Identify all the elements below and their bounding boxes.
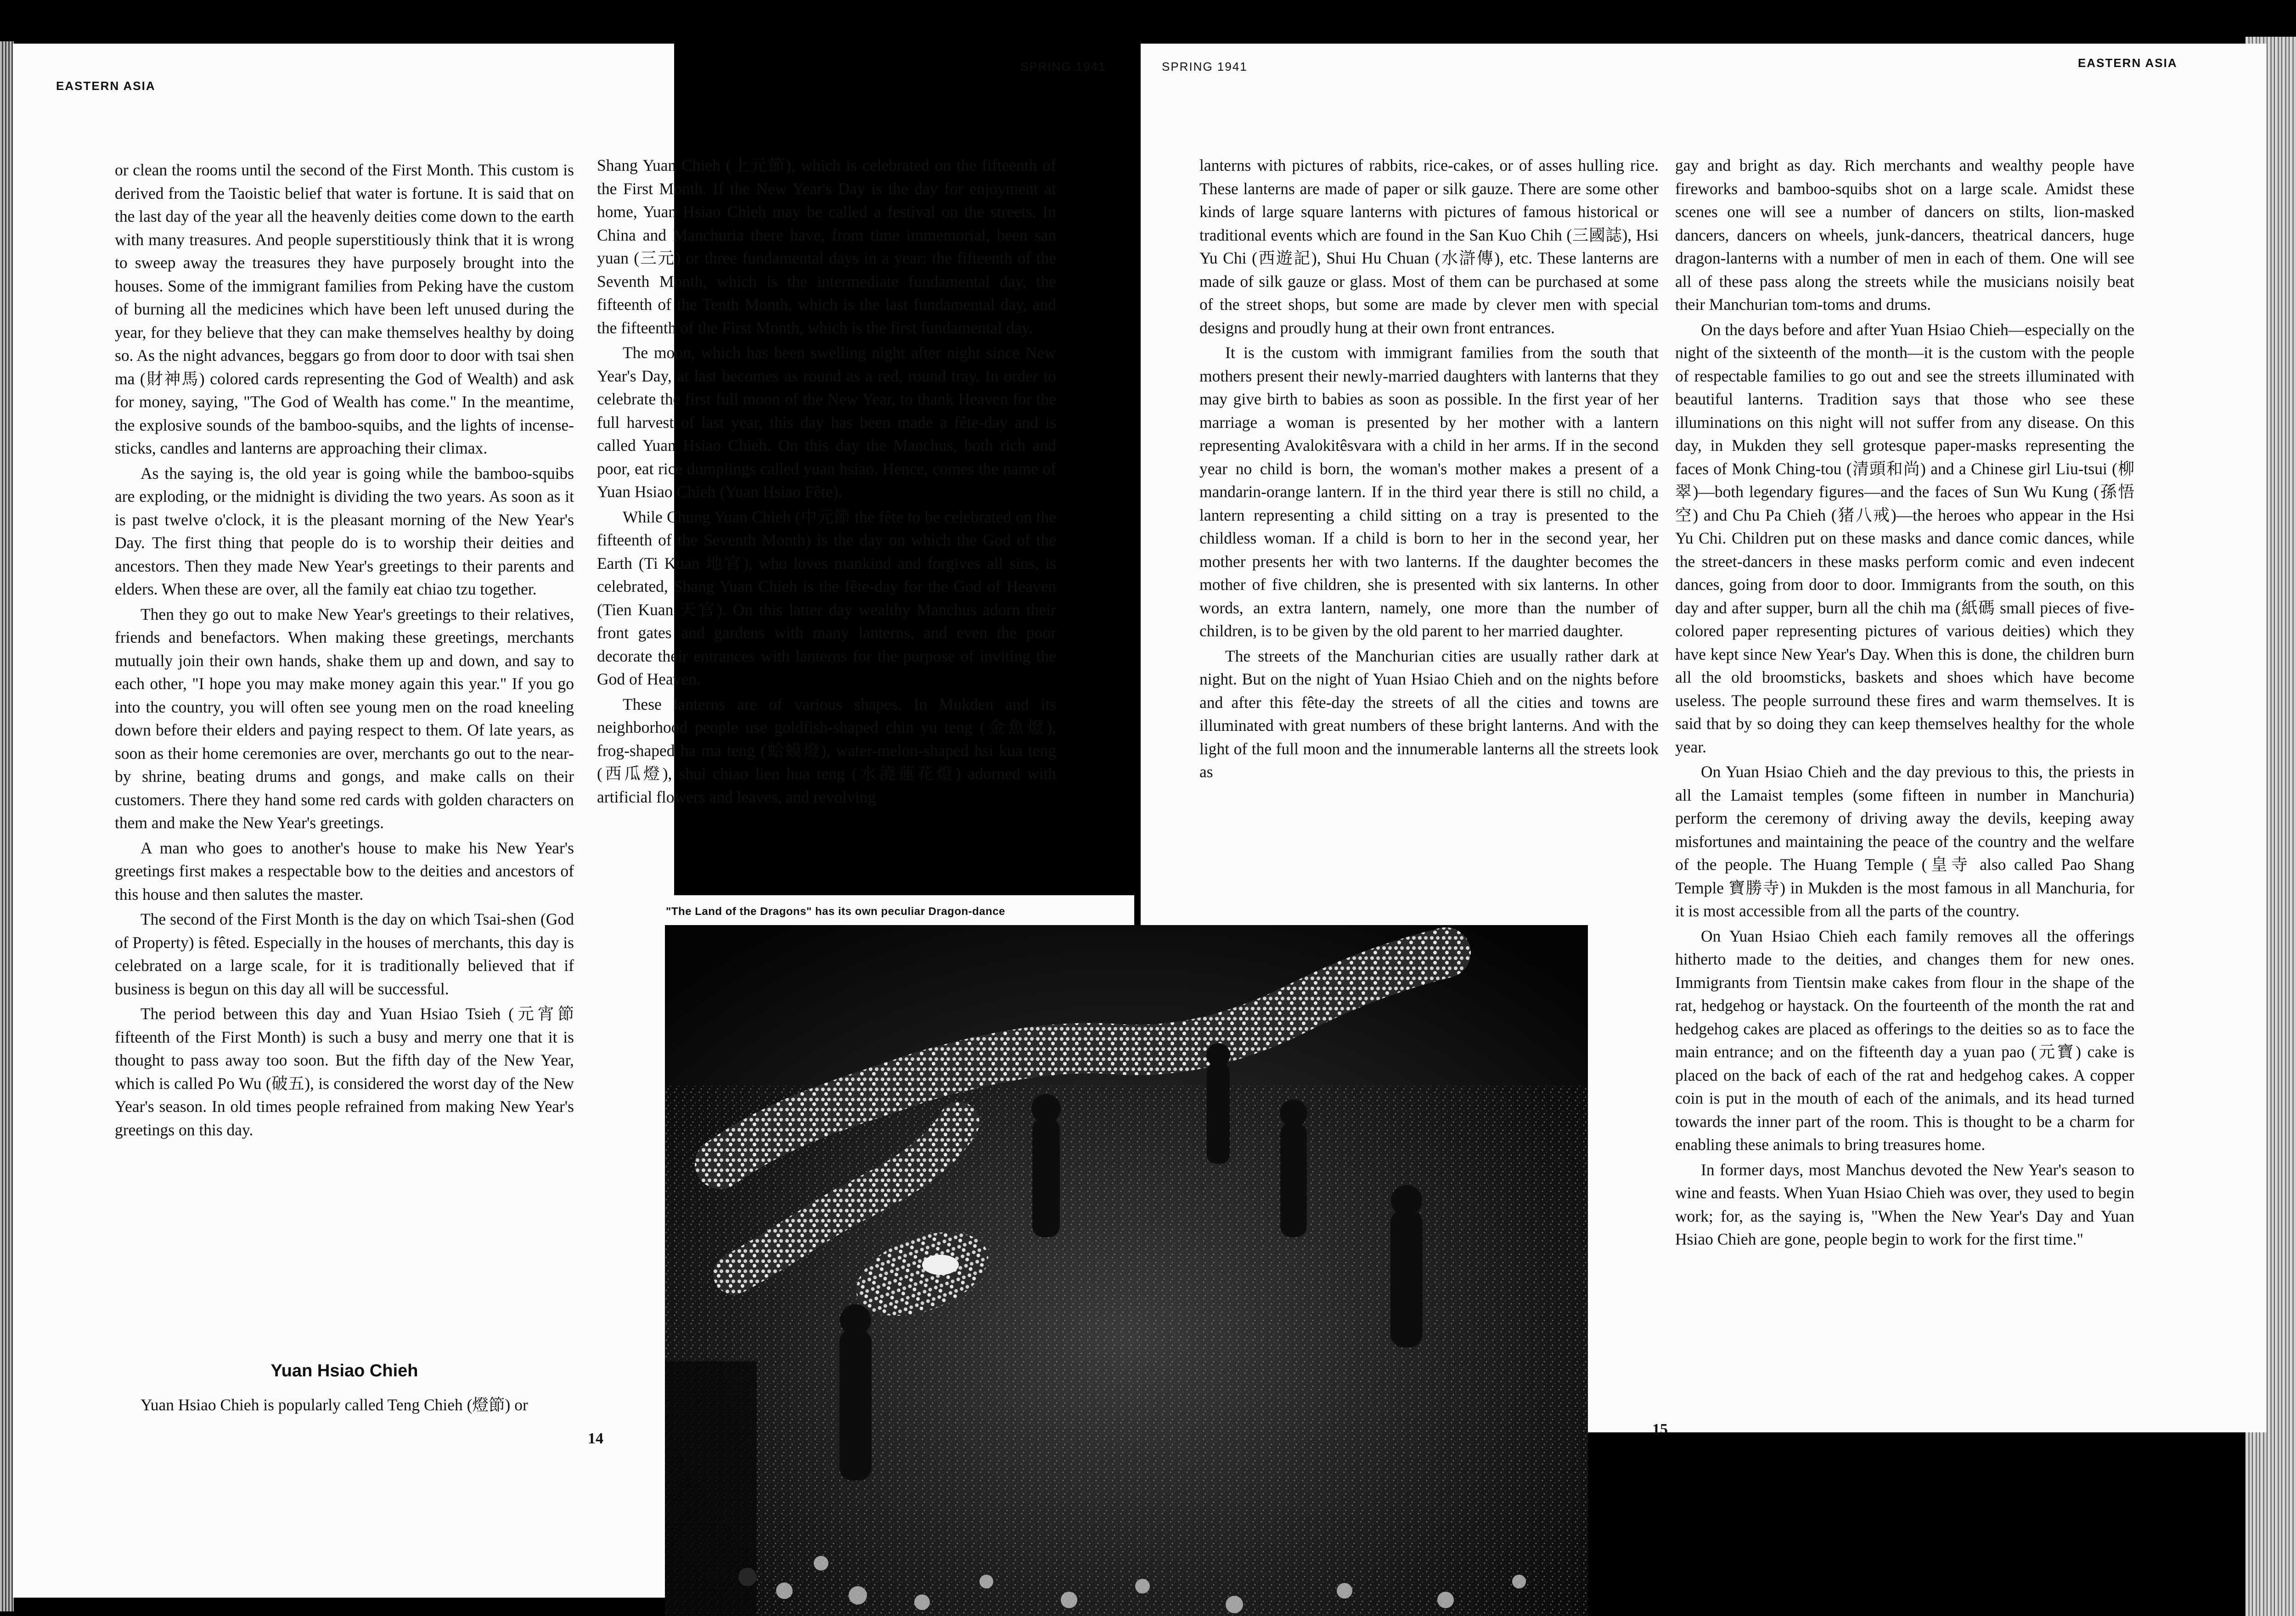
right-running-head: EASTERN ASIA (2078, 56, 2178, 70)
paragraph: In former days, most Manchus devoted the New Year's season to wine and feasts. When Yuan Hsiao Chieh was over, they used to begin work; for, as the saying is, "When the New Year's Day and Yuan Hsiao Chieh are gone, people begin to work for the first time." (1675, 1160, 2134, 1248)
paragraph: As the saying is, the old year is going while the bamboo-squibs are exploding, or the midnight is dividing the two years. As soon as it is past twelve o'clock, it is the pleasant morning of the New Year's Day. The first thing that people do is to worship their deities and ancestors. Then they made New Year's greetings to their parents and elders. When these are over, all the family eat chiao tzu together. (115, 464, 574, 598)
right-season-head: SPRING 1941 (1162, 60, 1248, 73)
paragraph: Shang Yuan Chieh (上元節), which is celebrated on the fifteenth of the First Month. If the New Year's Day is the day for enjoyment at home, Yuan Hsiao Chieh may be called a festival on the streets. In China and Manchuria there have, from time immemorial, been san yuan (三元) or three fundamental days in a year: the fifteenth of the Seventh Month, which is the intermediate fundamental day, the fifteenth of the Tenth Month, which is the last fundamental day, and the fifteenth of the First Month, which is the first fundamental day. (597, 156, 1056, 337)
paragraph: Yuan Hsiao Chieh is popularly called Teng Chieh (燈節) or (141, 1396, 528, 1414)
left-running-head: EASTERN ASIA (56, 79, 156, 93)
paragraph: lanterns with pictures of rabbits, rice-cakes, or of asses hulling rice. These lanterns are made of paper or silk gauze. There are some other kinds of large square lanterns with pictures of famous historical or traditional events which are found in the San Kuo Chih (三國誌), Hsi Yu Chi (西遊記), Shui Hu Chuan (水滸傳), etc. These lanterns are made of silk gauze or glass. Most of them can be purchased at some of the street shops, but some are made by clever men with special designs and proudly hung at their own front entrances. (1199, 156, 1659, 337)
photo-scene (665, 925, 1588, 1616)
section-heading: Yuan Hsiao Chieh (270, 1361, 418, 1380)
right-column-1 (1199, 154, 1659, 888)
book-edge-left (0, 41, 14, 1611)
paragraph: On Yuan Hsiao Chieh and the day previous to this, the priests in all the Lamaist temples (some fifteen in number in Manchuria) perform the ceremony of driving away the devils, keeping away misfortunes and maintaining the peace of the country and the welfare of the people. The Huang Temple (皇寺 also called Pao Shang Temple 寶勝寺) in Mukden is the most famous in all Manchuria, for it is most accessible from all the parts of the country. (1675, 763, 2134, 920)
paragraph: On Yuan Hsiao Chieh each family removes all the offerings hitherto made to the deities, and changes them for new ones. Immigrants from Tientsin make cakes from flour in the shape of the rat, hedgehog or haystack. On the fourteenth of the month the rat and hedgehog cakes are placed as offerings to the deities so as to face the main entrance; and on the fifteenth day a yuan pao (元寶) cake is placed on the back of each of the rat and hedgehog cakes. A copper coin is put in the mouth of each of the animals, and its head turned towards the inner part of the room. This is thought to be a charm for enabling these animals to bring treasures home. (1675, 926, 2134, 1154)
paragraph: gay and bright as day. Rich merchants and wealthy people have fireworks and bamboo-squibs shot on a large scale. Amidst these scenes one will see a number of dancers on stilts, lion-masked dancers, dancers on wheels, junk-dancers, theatrical dancers, huge dragon-lanterns with a number of men in each of them. One will see all of these pass along the streets while the musicians noisily beat their Manchurian tom-toms and drums. (1675, 156, 2134, 314)
photo-caption: "The Land of the Dragons" has its own peculiar Dragon-dance (666, 905, 1006, 918)
left-column-1 (115, 158, 574, 1347)
page-number-right: 15 (1652, 1421, 1668, 1438)
page-number-left: 14 (588, 1430, 603, 1447)
paragraph: The streets of the Manchurian cities are usually rather dark at night. But on the night of Yuan Hsiao Chieh and on the nights before and after this fête-day the streets of all the cities and towns are illuminated with great numbers of these bright lanterns. And with the light of the full moon and the innumerable lanterns all the streets look as (1199, 646, 1659, 781)
left-season-head: SPRING 1941 (1020, 60, 1106, 73)
paragraph: or clean the rooms until the second of the First Month. This custom is derived from the Taoistic belief that water is fortune. It is said that on the last day of the year all the heavenly deities come down to the earth with many treasures. And people superstitiously think that it is wrong to sweep away the treasures they have purposely brought into the houses. Some of the immigrant families from Peking have the custom of burning all the medicines which have been left unused during the year, for they believe that they can make themselves healthy by doing so. As the night advances, beggars go from door to door with tsai shen ma (財神馬) colored cards representing the God of Wealth) and ask for money, saying, "The God of Wealth has come." In the meantime, the explosive sounds of the bamboo-squibs, and the lights of incense-sticks, candles and lanterns are approaching their climax. (115, 161, 574, 457)
paragraph: These lanterns are of various shapes. In Mukden and its neighborhood people use goldfish-shaped chin yu teng (金魚燈), frog-shaped ha ma teng (蛤蟆燈), water-melon-shaped hsi kua teng (西瓜燈), shui chiao lien hua teng (水澆蓮花燈) adorned with artificial flowers and leaves, and revolving (597, 695, 1056, 806)
paragraph: The period between this day and Yuan Hsiao Tsieh (元宵節 fifteenth of the First Month) is such a busy and merry one that it is thought to pass away too soon. But the fifth day of the New Year, which is called Po Wu (破五), is considered the worst day of the New Year's season. In old times people refrained from making New Year's greetings on this day. (115, 1004, 574, 1139)
right-column-2 (1675, 154, 2134, 1403)
paragraph: The second of the First Month is the day on which Tsai-shen (God of Property) is fêted. Especially in the houses of merchants, this day is celebrated on a large scale, for it is traditionally believed that if business is begun on this day all will be successful. (115, 910, 574, 998)
paragraph: A man who goes to another's house to make his New Year's greetings first makes a respectable bow to the deities and ancestors of this house and then salutes the master. (115, 838, 574, 903)
paragraph: On the days before and after Yuan Hsiao Chieh—especially on the night of the sixteenth of the month—it is the custom with the people of respectable families to go out and see the streets illuminated with beautiful lanterns. Tradition says that those who see these illuminations on this night will not suffer from any disease. On this day, in Mukden they sell grotesque paper-masks representing the faces of Monk Ching-tou (清頭和尚) and a Chinese girl Liu-tsui (柳翠)—both legendary figures—and the faces of Sun Wu Kung (孫悟空) and Chu Pa Chieh (猪八戒)—the heroes who appear in the Hsi Yu Chi. Children put on these masks and dance comic dances, while the street-dancers in these masks perform comic and even indecent dances, going from door to door. Immigrants from the south, on this day and after supper, burn all the chih ma (紙碼 small pieces of five-colored paper representing pictures of various deities) which they have kept since New Year's Day. When this is done, the children burn all the old broomsticks, baskets and shoes which have become useless. The people surround these fires and warm themselves. It is said that by so doing they can keep themselves healthy for the whole year. (1675, 320, 2134, 756)
paragraph: While Chung Yuan Chieh (中元節 the fête to be celebrated on the fifteenth of the Seventh Month) is the day on which the God of the Earth (Ti Kuan 地官), who loves mankind and forgives all sins, is celebrated, Shang Yuan Chieh is the fête-day for the God of Heaven (Tien Kuan 天官). On this latter day wealthy Manchus adorn their front gates and gardens with many lanterns, and even the poor decorate their entrances with lanterns for the purpose of inviting the God of Heaven. (597, 507, 1056, 688)
left-column-1-tail (115, 1393, 574, 1419)
dragon-dance-photograph (665, 925, 1588, 1616)
paragraph: The moon, which has been swelling night after night since New Year's Day, at last becomes as round as a red, round tray. In order to celebrate the first full moon of the New Year, to thank Heaven for the full harvest of last year, this day has been made a fête-day and is called Yuan Hsiao Chieh. On this day the Manchus, both rich and poor, eat rice dumplings called yuan hsiao. Hence, comes the name of Yuan Hsiao Chieh (Yuan Hsiao Fête). (597, 343, 1056, 501)
paragraph: It is the custom with immigrant families from the south that mothers present their newly-married daughters with lanterns that they may give birth to babies as soon as possible. In the first year of her marriage a woman is presented by her mother with a lantern representing Avalokitêsvara with a child in her arms. If in the second year no child is born, the woman's mother makes a present of a mandarin-orange lantern. If in the third year there is still no child, a lantern representing a child sitting on a tray is presented to the childless woman. If a child is born to her in the second year, her mother presents her with two lanterns. If the daughter becomes the mother of five children, she is presented with six lanterns. In other words, an extra lantern, namely, one more than the number of children, is to be given by the old parent to her married daughter. (1199, 343, 1659, 640)
left-column-2 (597, 154, 1056, 888)
paragraph: Then they go out to make New Year's greetings to their relatives, friends and benefactors. When making these greetings, merchants mutually join their own hands, shake them up and down, and say to each other, "I hope you may make money again this year." If you go into the country, you will often see young men on the road kneeling down before their elders and paying respect to them. Of late years, as soon as their home ceremonies are over, merchants go out to the near-by shrine, beating drums and gongs, and make calls on their customers. There they hand some red cards with golden characters on them and make the New Year's greetings. (115, 605, 574, 832)
